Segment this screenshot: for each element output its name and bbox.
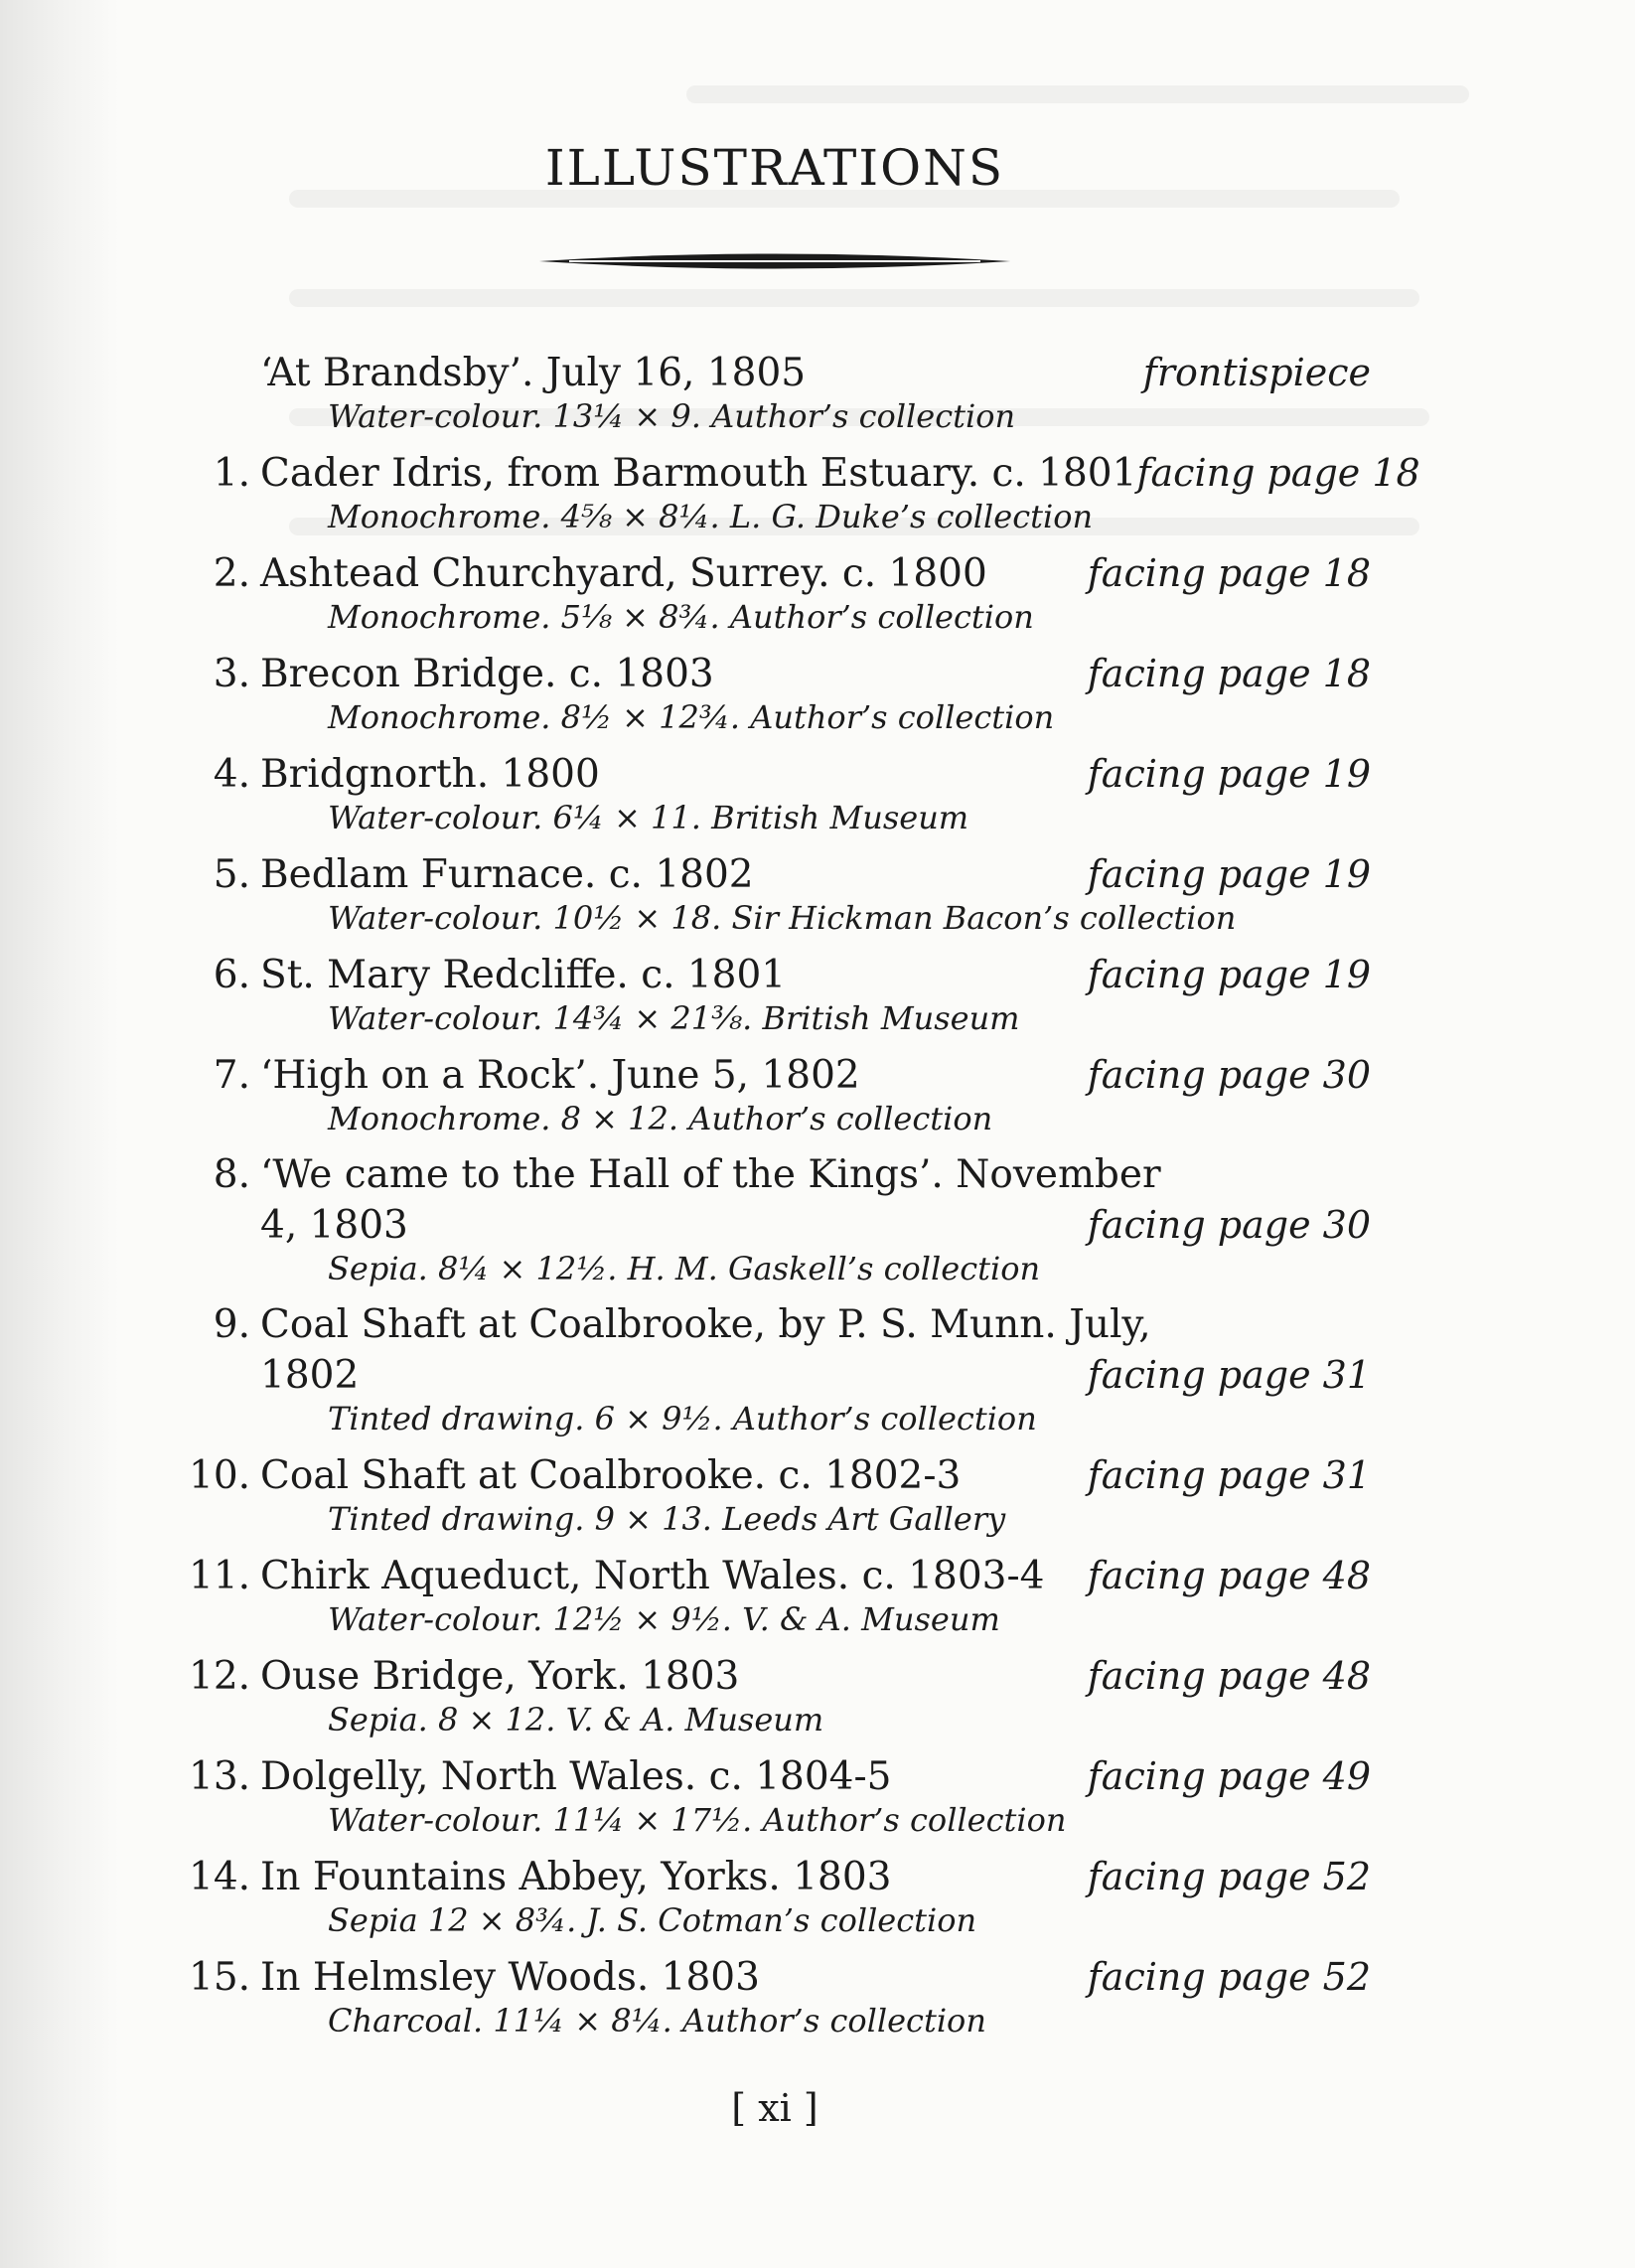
entry-title-line [189,448,1420,499]
entry-title: St. Mary Redcliffe. c. 1801 [260,953,787,997]
entry-title-line [189,1450,1371,1501]
entry-number: 12. [189,1654,251,1699]
entry-title-continuation: 4, 1803 [260,1203,408,1248]
list-item [189,950,1371,1038]
entry-title: In Fountains Abbey, Yorks. 1803 [260,1855,892,1899]
entry-detail: Sepia. 8 × 12. V. & A. Museum [328,1701,824,1739]
entry-title: Chirk Aqueduct, North Wales. c. 1803-4 [260,1554,1045,1598]
entry-title-line [189,749,1371,800]
entry-title-line [189,548,1371,599]
entry-title: In Helmsley Woods. 1803 [260,1955,760,2000]
entry-page-reference: facing page 49 [1087,1754,1371,1798]
list-item [189,348,1371,436]
entry-number: 15. [189,1955,251,2000]
entry-heading [189,1300,1151,1350]
entry-page-reference: facing page 19 [1087,953,1371,996]
entry-detail: Monochrome. 8 × 12. Author’s collection [328,1100,993,1137]
entry-number: 9. [213,1302,250,1347]
entry-title: Brecon Bridge. c. 1803 [260,652,714,696]
entry-title-continuation-line [189,1350,1371,1401]
page-title: ILLUSTRATIONS [544,139,1005,197]
ornamental-rule [539,250,1010,272]
entry-heading [189,449,1136,499]
entry-title-line [189,1952,1371,2003]
list-item [189,1852,1371,1940]
entry-number: 8. [213,1152,250,1197]
entry-title: Bedlam Furnace. c. 1802 [260,852,754,897]
list-item [189,749,1371,837]
entry-number: 10. [189,1453,251,1498]
entry-detail: Sepia 12 × 8¾. J. S. Cotman’s collection [328,1901,977,1939]
entry-title-line [189,950,1371,1000]
entry-page-reference: facing page 18 [1087,551,1371,595]
entry-title: Coal Shaft at Coalbrooke. c. 1802-3 [260,1453,962,1498]
entry-number: 4. [213,752,250,797]
entry-number: 7. [213,1053,250,1098]
list-item [189,1651,1371,1739]
list-item [189,1150,1371,1288]
entry-title: Coal Shaft at Coalbrooke, by P. S. Munn. July, [260,1302,1151,1347]
entry-heading [189,750,600,800]
entry-page-reference: facing page 18 [1087,652,1371,695]
entry-title-line [189,1150,1371,1200]
entry-title-line [189,1651,1371,1702]
entry-detail: Monochrome. 4⅝ × 8¼. L. G. Duke’s collection [328,498,1094,535]
entry-detail: Monochrome. 8½ × 12¾. Author’s collection [328,698,1055,736]
entry-title-continuation-line [189,1200,1371,1251]
entry-number: 3. [213,652,250,696]
entry-number: 1. [213,451,250,496]
list-item [189,1751,1371,1840]
entry-page-reference: facing page 30 [1087,1203,1371,1247]
entry-title-continuation: 1802 [260,1353,360,1398]
entry-title: Ouse Bridge, York. 1803 [260,1654,740,1699]
page-gutter-shadow [0,0,119,2268]
entry-page-reference: frontispiece [1142,351,1371,394]
entry-title: ‘We came to the Hall of the Kings’. November [260,1152,1161,1197]
entry-detail: Sepia. 8¼ × 12½. H. M. Gaskell’s collection [328,1250,1041,1287]
entry-page-reference: facing page 52 [1087,1855,1371,1898]
entry-heading [189,850,754,900]
page-number: [ xi ] [731,2086,818,2130]
entry-heading [189,549,987,599]
entry-number: 11. [189,1554,251,1598]
entry-number: 14. [189,1855,251,1899]
entry-title: ‘High on a Rock’. June 5, 1802 [260,1053,860,1098]
entry-heading [189,1652,739,1702]
list-item [189,1952,1371,2041]
entry-heading [189,951,786,1000]
entry-title: Bridgnorth. 1800 [260,752,600,797]
list-item [189,1450,1371,1539]
entry-page-reference: facing page 48 [1087,1654,1371,1698]
entry-title-line [189,649,1371,699]
entry-detail: Monochrome. 5⅛ × 8¾. Author’s collection [328,598,1034,636]
entry-title-line [189,1751,1371,1802]
list-item [189,1551,1371,1639]
entry-heading [189,1752,891,1802]
entry-number: 6. [213,953,250,997]
entry-heading [189,349,806,398]
entry-title-line [189,849,1371,900]
entry-number: 2. [213,551,250,596]
entry-heading [189,1451,961,1501]
list-item [189,548,1371,637]
entry-page-reference: facing page 19 [1087,852,1371,896]
entry-heading [189,1853,891,1902]
entry-detail: Water-colour. 6¼ × 11. British Museum [328,799,969,836]
list-item [189,448,1420,536]
entry-detail: Water-colour. 14¾ × 21⅜. British Museum [328,999,1020,1037]
entry-heading [189,1150,1161,1200]
entry-detail: Tinted drawing. 9 × 13. Leeds Art Gallery [328,1500,1006,1538]
entry-page-reference: facing page 48 [1087,1554,1371,1597]
entry-number: 13. [189,1754,251,1799]
entry-title-line [189,1551,1371,1601]
entry-detail: Water-colour. 12½ × 9½. V. & A. Museum [328,1600,1000,1638]
entry-heading [189,1953,760,2003]
entry-title: Ashtead Churchyard, Surrey. c. 1800 [260,551,987,596]
entry-detail: Tinted drawing. 6 × 9½. Author’s collection [328,1400,1037,1437]
illustrations-list [189,348,1420,2052]
entry-title-line [189,348,1371,398]
entry-detail: Water-colour. 10½ × 18. Sir Hickman Bacon’s collection [328,899,1237,937]
entry-heading [189,1552,1044,1601]
entry-title-line [189,1852,1371,1902]
entry-page-reference: facing page 19 [1087,752,1371,796]
list-item [189,1300,1371,1438]
entry-title-line [189,1300,1371,1350]
entry-page-reference: facing page 52 [1087,1955,1371,1999]
entry-heading [189,1051,860,1101]
entry-detail: Water-colour. 11¼ × 17½. Author’s collection [328,1801,1067,1839]
entry-heading [189,650,714,699]
list-item [189,649,1371,737]
entry-title: ‘At Brandsby’. July 16, 1805 [260,351,807,395]
entry-page-reference: facing page 31 [1087,1353,1371,1397]
entry-title: Cader Idris, from Barmouth Estuary. c. 1801 [260,451,1137,496]
entry-page-reference: facing page 31 [1087,1453,1371,1497]
list-item [189,1050,1371,1138]
list-item [189,849,1371,938]
entry-detail: Water-colour. 13¼ × 9. Author’s collection [328,397,1016,435]
entry-page-reference: facing page 30 [1087,1053,1371,1097]
entry-number: 5. [213,852,250,897]
entry-page-reference: facing page 18 [1136,451,1420,495]
entry-title-line [189,1050,1371,1101]
entry-title: Dolgelly, North Wales. c. 1804-5 [260,1754,892,1799]
entry-detail: Charcoal. 11¼ × 8¼. Author’s collection [328,2002,986,2040]
